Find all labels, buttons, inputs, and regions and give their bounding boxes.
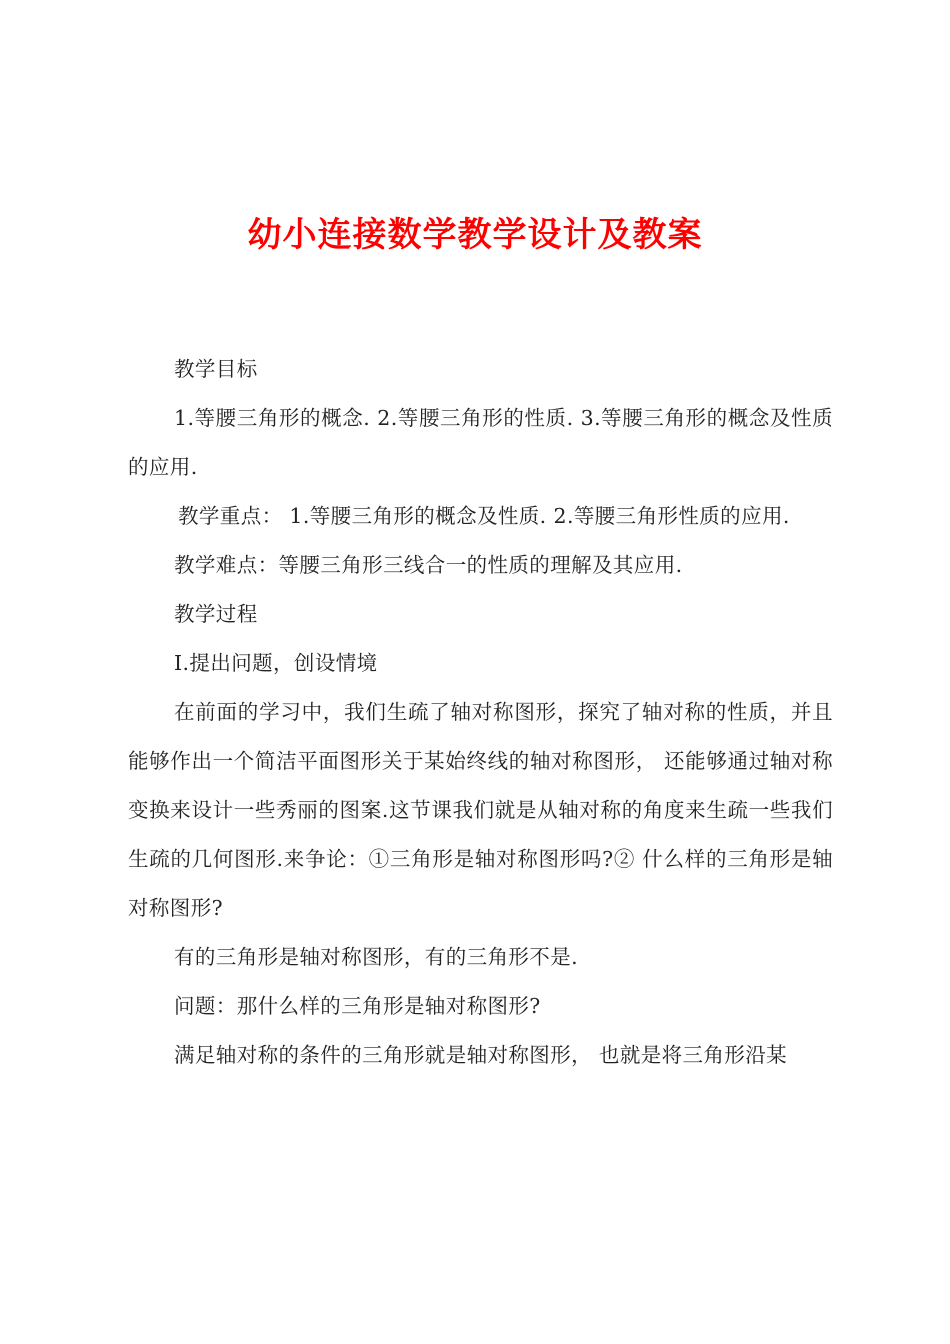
paragraph-heading-process: 教学过程	[174, 602, 258, 626]
paragraph-heading-objectives: 教学目标	[174, 357, 258, 381]
document-title: 幼小连接数学教学设计及教案	[247, 215, 703, 255]
paragraph-question: 问题：那什么样的三角形是轴对称图形?	[174, 994, 541, 1018]
paragraph-introduction: 在前面的学习中，我们生疏了轴对称图形，探究了轴对称的性质，并且能够作出一个简洁平面图形关于某始终线的轴对称图形， 还能够通过轴对称变换来设计一些秀丽的图案.这节课我们就是从轴对称的角度来生疏一些我们生疏的几何图形.来争论：①三角形是轴对称图形吗?② 什么样的三角形是轴对称图形?	[128, 700, 833, 920]
document-body	[128, 345, 833, 1080]
paragraph-key-points: 教学重点： 1.等腰三角形的概念及性质. 2.等腰三角形性质的应用.	[178, 504, 790, 528]
paragraph-section-one: Ⅰ.提出问题，创设情境	[174, 651, 378, 675]
paragraph-objectives: 1.等腰三角形的概念. 2.等腰三角形的性质. 3.等腰三角形的概念及性质的应用.	[128, 406, 833, 479]
paragraph-answer: 有的三角形是轴对称图形，有的三角形不是.	[174, 945, 579, 969]
paragraph-difficulties: 教学难点：等腰三角形三线合一的性质的理解及其应用.	[174, 553, 683, 577]
paragraph-explanation: 满足轴对称的条件的三角形就是轴对称图形， 也就是将三角形沿某	[174, 1043, 788, 1067]
